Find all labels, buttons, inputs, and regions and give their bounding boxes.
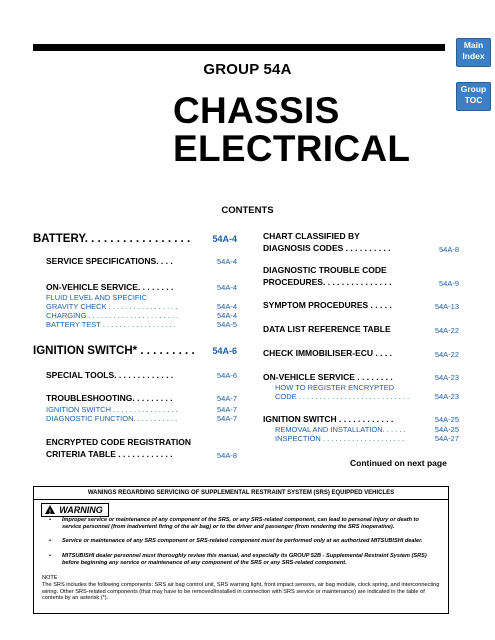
warning-triangle-icon: ! [45, 505, 55, 514]
toc-link-service-specs[interactable]: SERVICE SPECIFICATIONS. . . . [46, 256, 173, 266]
toc-link-symptom[interactable]: SYMPTOM PROCEDURES . . . . . [263, 300, 392, 310]
toc-link-chart-line2[interactable]: DIAGNOSIS CODES . . . . . . . . . . [263, 243, 391, 253]
bullet-icon: • [49, 517, 51, 523]
toc-page-data-list[interactable]: 54A-22 [434, 326, 459, 335]
toc-page-chart[interactable]: 54A-8 [438, 245, 459, 254]
toc-page-inspection[interactable]: 54A-27 [434, 434, 459, 443]
toc-link-chart-line1[interactable]: CHART CLASSIFIED BY [263, 231, 360, 241]
toc-sub-gravity-check[interactable]: GRAVITY CHECK . . . . . . . . . . . . . . . . . [46, 302, 178, 311]
bullet-icon: • [49, 538, 51, 544]
toc-page-ignition-switch[interactable]: 54A-6 [212, 346, 237, 356]
toc-page-special-tools[interactable]: 54A-6 [216, 371, 237, 380]
toc-page-immobiliser[interactable]: 54A-22 [434, 350, 459, 359]
toc-link-immobiliser[interactable]: CHECK IMMOBILISER-ECU . . . . [263, 348, 392, 358]
warning-box-heading: WANINGS REGARDING SERVICING OF SUPPLEMENTAL RESTRAINT SYSTEM (SRS) EQUIPPED VEHICLES [87, 490, 395, 496]
toc-sub-charging[interactable]: CHARGING . . . . . . . . . . . . . . . . . . . . . . [46, 311, 179, 320]
warning-bullet [49, 517, 437, 530]
warning-box-divider [34, 499, 448, 500]
warning-bullet [49, 538, 437, 545]
toc-link-encrypted-line1[interactable]: ENCRYPTED CODE REGISTRATION [46, 437, 191, 447]
toc-link-ignition-switch[interactable]: IGNITION SWITCH* . . . . . . . . . [33, 345, 195, 357]
contents-heading: CONTENTS [221, 205, 274, 216]
continued-note: Continued on next page [350, 458, 447, 468]
toc-link-troubleshooting[interactable]: TROUBLESHOOTING. . . . . . . . . [46, 393, 173, 403]
toc-page-gravity-check[interactable]: 54A-4 [216, 302, 237, 311]
warning-label-text: WARNING [59, 505, 103, 515]
toc-page-code[interactable]: 54A-23 [434, 392, 459, 401]
toc-sub-inspection[interactable]: INSPECTION . . . . . . . . . . . . . . . . . . . . [275, 434, 405, 443]
toc-link-dtc-line2[interactable]: PROCEDURES. . . . . . . . . . . . . . . [263, 277, 392, 287]
toc-sub-battery-test[interactable]: BATTERY TEST . . . . . . . . . . . . . . . . . . [46, 320, 176, 329]
toc-page-charging[interactable]: 54A-4 [216, 311, 237, 320]
toc-sub-ignition-switch[interactable]: IGNITION SWITCH . . . . . . . . . . . . . . . . [46, 405, 178, 414]
main-index-label-2: Index [462, 51, 485, 61]
toc-page-dtc[interactable]: 54A-9 [438, 279, 459, 288]
group-toc-label-2: TOC [464, 95, 483, 105]
toc-page-diagnostic-function[interactable]: 54A-7 [216, 414, 237, 423]
toc-page-ignition-switch-right[interactable]: 54A-25 [434, 415, 459, 424]
group-toc-label-1: Group [460, 84, 487, 94]
toc-sub-code[interactable]: CODE . . . . . . . . . . . . . . . . . . . . . . . . . . . [275, 392, 410, 401]
note-label: NOTE [42, 575, 58, 581]
toc-link-ignition-switch-right[interactable]: IGNITION SWITCH . . . . . . . . . . . . [263, 414, 394, 424]
toc-page-sub-ignition-switch[interactable]: 54A-7 [216, 405, 237, 414]
toc-link-battery[interactable]: BATTERY. . . . . . . . . . . . . . . . . [33, 233, 191, 245]
toc-page-symptom[interactable]: 54A-13 [434, 302, 459, 311]
toc-link-special-tools[interactable]: SPECIAL TOOLS. . . . . . . . . . . . . [46, 370, 174, 380]
header-rule [33, 44, 445, 51]
group-heading: GROUP 54A [203, 61, 292, 78]
warning-label [41, 503, 109, 517]
main-index-label-1: Main [463, 40, 484, 50]
toc-sub-diagnostic-function[interactable]: DIAGNOSTIC FUNCTION. . . . . . . . . . . [46, 414, 178, 423]
toc-link-on-vehicle-service[interactable]: ON-VEHICLE SERVICE . . . . . . . . [263, 372, 393, 382]
group-toc-button[interactable] [456, 82, 491, 111]
toc-page-encrypted[interactable]: 54A-8 [216, 451, 237, 460]
warning-bullet-text: Improper service or maintenance of any component of the SRS, or any SRS-related component, can lead to personal injury or death to service personnel (from inadvertent firing of the air bag) or to the driver and passenger (from rendering the SRS inoperative). [62, 517, 419, 530]
toc-link-dtc-line1[interactable]: DIAGNOSTIC TROUBLE CODE [263, 265, 387, 275]
srs-warning-box [33, 486, 449, 614]
title-line-1: CHASSIS [173, 90, 340, 131]
warning-bullet-text: MITSUBISHI dealer personnel must thoroughly review this manual, and especially its GROUP 52B - Supplemental Restraint System (SRS) before beginning any service or maintenance of any component of the SRS or any SRS-related component. [62, 553, 427, 566]
toc-link-on-vehicle[interactable]: ON-VEHICLE SERVICE. . . . . . . . [46, 282, 174, 292]
toc-page-removal-installation[interactable]: 54A-25 [434, 425, 459, 434]
title-line-2: ELECTRICAL [173, 128, 411, 169]
toc-sub-removal-installation[interactable]: REMOVAL AND INSTALLATION. . . . . . [275, 425, 406, 434]
warning-bullet-text: Service or maintenance of any SRS component or SRS-related component must be performed only at an authorized MITSUBISHI dealer. [62, 538, 423, 544]
toc-sub-register-encrypted: HOW TO REGISTER ENCRYPTED [275, 383, 395, 392]
toc-page-battery[interactable]: 54A-4 [212, 234, 237, 244]
toc-page-on-vehicle[interactable]: 54A-4 [216, 283, 237, 292]
warning-bullet [49, 553, 437, 566]
toc-page-on-vehicle-service[interactable]: 54A-23 [434, 373, 459, 382]
toc-link-data-list[interactable]: DATA LIST REFERENCE TABLE [263, 324, 391, 334]
toc-page-service-specs[interactable]: 54A-4 [216, 257, 237, 266]
page-title [173, 92, 410, 168]
bullet-icon: • [49, 553, 51, 559]
toc-page-troubleshooting[interactable]: 54A-7 [216, 394, 237, 403]
toc-page-battery-test[interactable]: 54A-5 [216, 320, 237, 329]
toc-link-encrypted-line2[interactable]: CRITERIA TABLE . . . . . . . . . . . . [46, 449, 173, 459]
note-text: The SRS includes the following components: SRS air bag control unit, SRS warning light, front impact sensors, air bag module, clock spring, and interconnecting wiring. Other SRS-related components (that may have to be removed/installed in connection with SRS service or maintenance) are indicated in the table of contents by an asterisk (*). [42, 582, 440, 602]
toc-sub-fluid-level: FLUID LEVEL AND SPECIFIC [46, 293, 148, 302]
